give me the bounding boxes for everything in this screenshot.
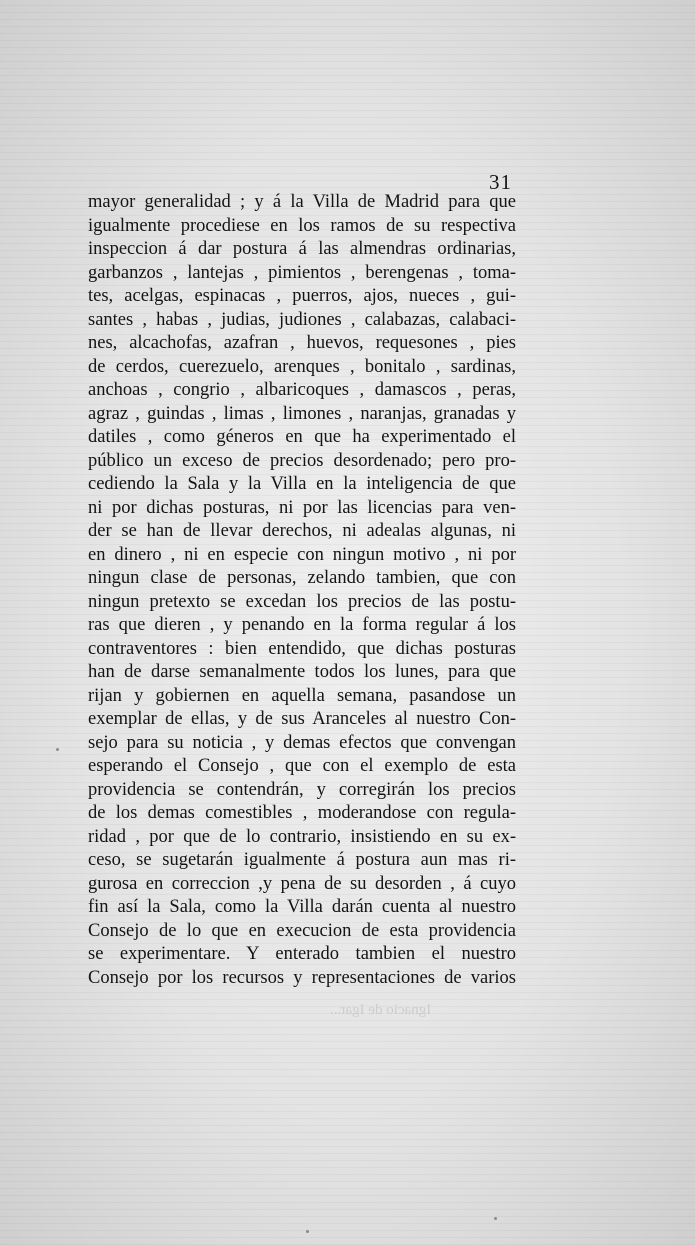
text-line: se experimentare. Y enterado tambien el nuestro xyxy=(88,944,516,964)
text-line: en dinero , ni en especie con ningun motivo , ni por xyxy=(88,544,516,565)
ink-speck xyxy=(56,748,59,751)
text-line: inspeccion á dar postura á las almendras ordinarias, xyxy=(88,239,516,259)
text-line: tes, acelgas, espinacas , puerros, ajos, nueces , gui- xyxy=(88,286,516,306)
text-line: ceso, se sugetarán igualmente á postura aun mas ri- xyxy=(88,850,516,870)
text-line: ningun pretexto se excedan los precios de las postu- xyxy=(88,591,516,612)
text-line: garbanzos , lantejas , pimientos , berengenas , toma- xyxy=(88,262,516,283)
text-line: fin así la Sala, como la Villa darán cuenta al nuestro xyxy=(88,897,516,917)
page-number: 31 xyxy=(489,170,512,194)
text-line: ras que dieren , y penando en la forma regular á los xyxy=(88,615,516,635)
text-line: datiles , como géneros en que ha experimentado el xyxy=(88,427,516,447)
body-text xyxy=(88,191,516,990)
text-line: nes, alcachofas, azafran , huevos, requesones , pies xyxy=(88,333,516,353)
text-line: Consejo de lo que en execucion de esta providencia xyxy=(88,920,516,941)
text-line: agraz , guindas , limas , limones , naranjas, granadas y xyxy=(88,403,516,424)
text-line: esperando el Consejo , que con el exemplo de esta xyxy=(88,756,516,776)
text-line: santes , habas , judias, judiones , calabazas, calabaci- xyxy=(88,309,516,330)
text-line: sejo para su noticia , y demas efectos que convengan xyxy=(88,732,516,753)
text-line: gurosa en correccion ,y pena de su desorden , á cuyo xyxy=(88,873,516,894)
text-line: de los demas comestibles , moderandose con regula- xyxy=(88,803,516,823)
text-line: mayor generalidad ; y á la Villa de Madrid para que xyxy=(88,192,516,212)
text-line: han de darse semanalmente todos los lunes, para que xyxy=(88,662,516,682)
text-line: der se han de llevar derechos, ni adealas algunas, ni xyxy=(88,521,516,541)
text-line: de cerdos, cuerezuelo, arenques , bonitalo , sardinas, xyxy=(88,356,516,377)
text-line: igualmente procediese en los ramos de su respectiva xyxy=(88,215,516,236)
text-line: ningun clase de personas, zelando tambien, que con xyxy=(88,568,516,588)
text-line: anchoas , congrio , albaricoques , damascos , peras, xyxy=(88,380,516,400)
text-line: contraventores : bien entendido, que dichas posturas xyxy=(88,638,516,659)
text-line: ridad , por que de lo contrario, insistiendo en su ex- xyxy=(88,826,516,847)
text-line: público un exceso de precios desordenado; pero pro- xyxy=(88,450,516,471)
text-line: Consejo por los recursos y representaciones de varios xyxy=(88,967,516,988)
text-line: cediendo la Sala y la Villa en la inteligencia de que xyxy=(88,474,516,494)
text-line: exemplar de ellas, y de sus Aranceles al nuestro Con- xyxy=(88,709,516,729)
text-line: rijan y gobiernen en aquella semana, pasandose un xyxy=(88,685,516,706)
ink-speck xyxy=(306,1230,309,1233)
text-line: providencia se contendrán, y corregirán los precios xyxy=(88,779,516,800)
ink-speck xyxy=(494,1217,497,1220)
text-line: ni por dichas posturas, ni por las licencias para ven- xyxy=(88,497,516,518)
bleed-through-text: Ignacio de Igar... xyxy=(330,1002,432,1018)
